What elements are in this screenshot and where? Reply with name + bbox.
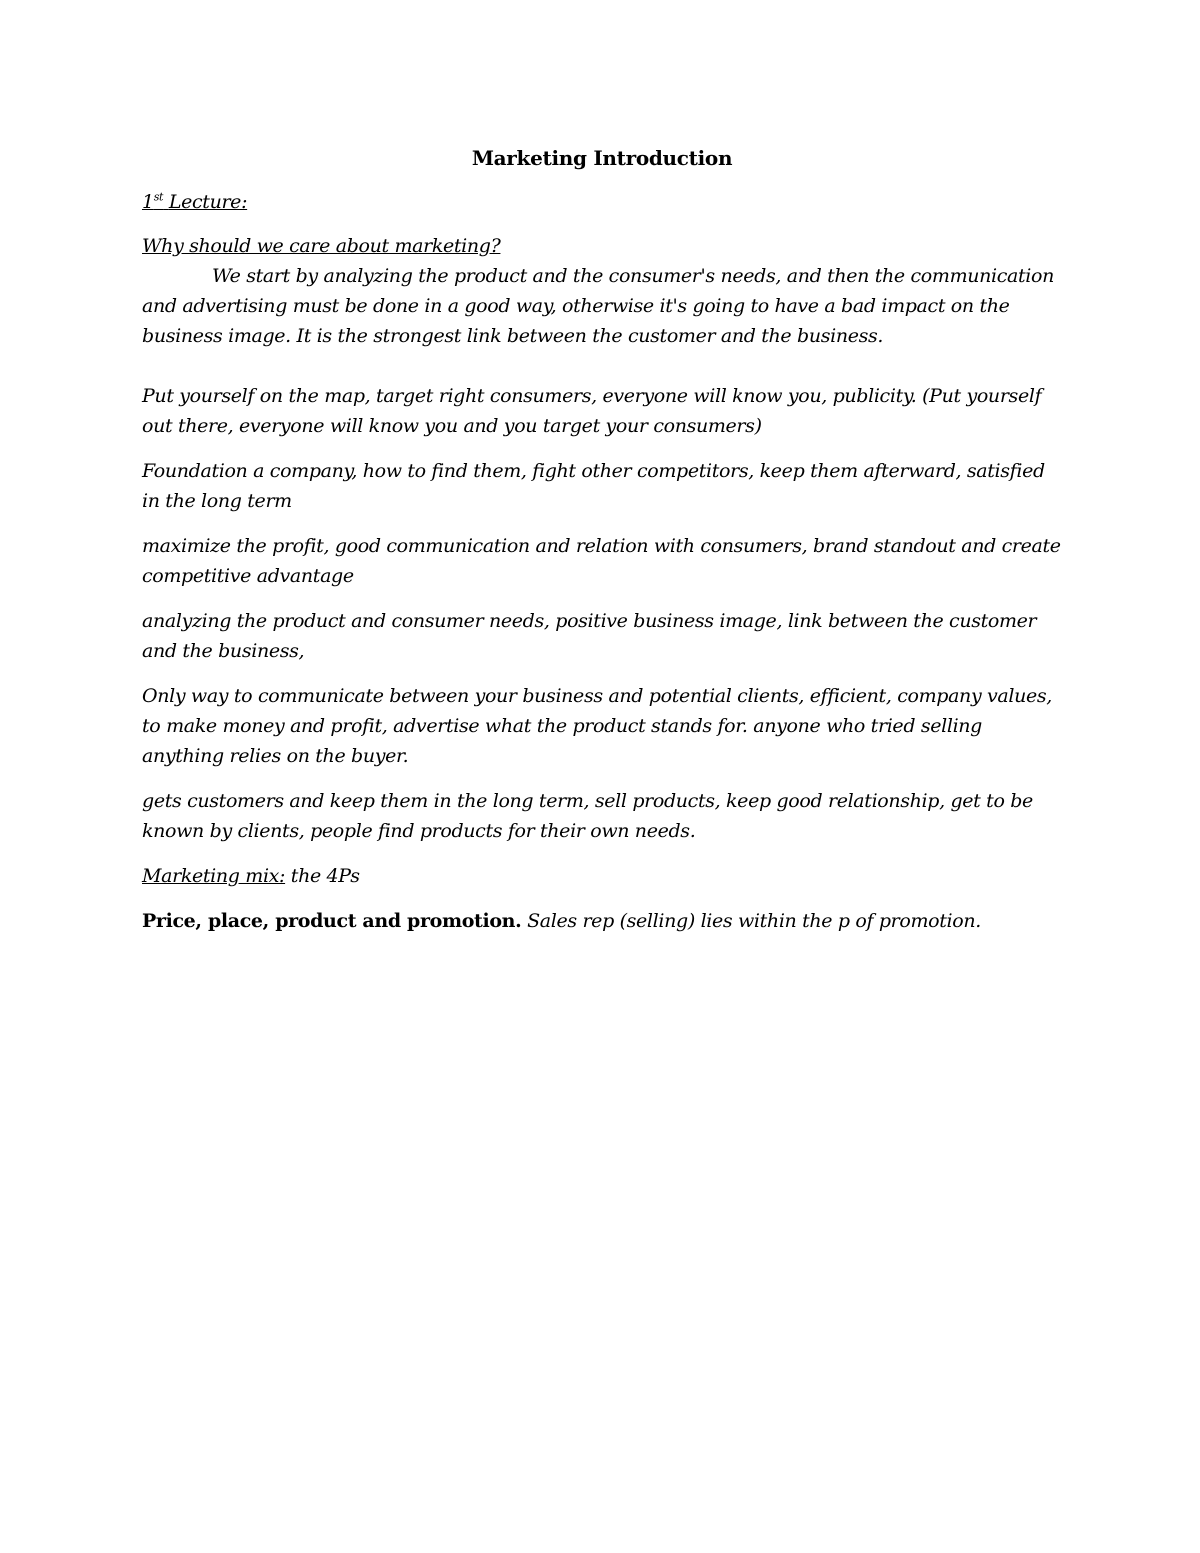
four-ps-list: Price, place, product and promotion. <box>142 910 522 932</box>
answer-paragraph-3: maximize the profit, good communication and relation with consumers, brand standout and create competitive advantage <box>142 535 1061 587</box>
answer-paragraph-6: gets customers and keep them in the long term, sell products, keep good relationship, get to be known by clients, people find products for their own needs. <box>142 790 1033 842</box>
intro-paragraph: We start by analyzing the product and the consumer's needs, and then the communication and advertising must be done in a good way, otherwise it's going to have a bad impact on the business image. It is the strongest link between the customer and the business. <box>142 265 1054 347</box>
lecture-heading <box>142 187 1062 217</box>
four-ps-note: Sales rep (selling) lies within the p of promotion. <box>521 910 981 932</box>
lecture-heading-text <box>142 191 247 213</box>
lecture-number-suffix: st <box>153 190 164 204</box>
document-content <box>142 143 1062 936</box>
answer-paragraph-5: Only way to communicate between your business and potential clients, efficient, company values, to make money and profit, advertise what the product stands for. anyone who tried selling anything relies on the buyer. <box>142 685 1052 767</box>
lecture-label: Lecture: <box>168 191 248 213</box>
section-question: Why should we care about marketing? <box>142 235 501 257</box>
lecture-number: 1 <box>142 191 154 213</box>
answer-paragraph-1: Put yourself on the map, target right consumers, everyone will know you, publicity. (Put yourself out there, everyone will know you and you target your consumers) <box>142 385 1042 437</box>
document-title: Marketing Introduction <box>471 146 733 170</box>
marketing-mix-label: Marketing mix: <box>142 865 286 887</box>
answer-paragraph-2: Foundation a company, how to find them, fight other competitors, keep them afterward, satisfied in the long term <box>142 460 1045 512</box>
answer-paragraph-4: analyzing the product and consumer needs, positive business image, link between the customer and the business, <box>142 610 1037 662</box>
marketing-mix-rest: the 4Ps <box>285 865 360 887</box>
marketing-mix-line <box>142 861 1062 891</box>
four-ps-line <box>142 906 1062 936</box>
